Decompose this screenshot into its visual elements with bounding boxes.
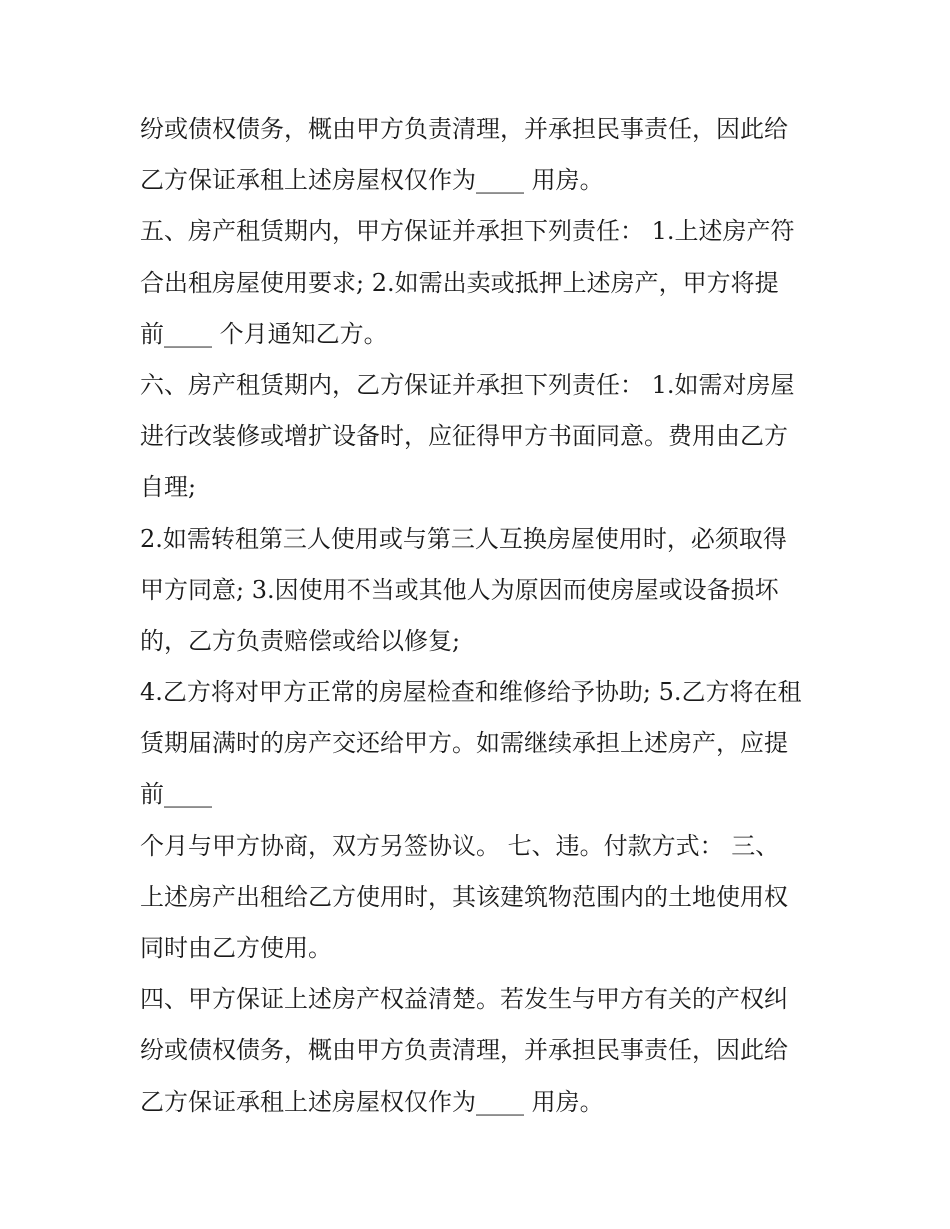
text-line: 上述房产出租给乙方使用时，其该建筑物范围内的土地使用权 xyxy=(140,882,788,911)
text-line: 四、甲方保证上述房产权益清楚。若发生与甲方有关的产权纠 xyxy=(140,985,788,1014)
text-line: 赁期届满时的房产交还给甲方。如需继续承担上述房产，应提 xyxy=(140,729,788,758)
text-line: 进行改装修或增扩设备时，应征得甲方书面同意。费用由乙方 xyxy=(140,422,788,451)
text-line: 合出租房屋使用要求; 2.如需出卖或抵押上述房产，甲方将提 xyxy=(140,268,779,297)
text-line: 前____ xyxy=(140,780,212,809)
text-line: 甲方同意; 3.因使用不当或其他人为原因而使房屋或设备损坏 xyxy=(140,575,779,604)
text-line: 前____ 个月通知乙方。 xyxy=(140,319,388,348)
text-line: 五、房产租赁期内，甲方保证并承担下列责任： 1.上述房产符 xyxy=(140,217,795,246)
text-line: 乙方保证承租上述房屋权仅作为____ 用房。 xyxy=(140,1087,604,1116)
contract-text-body xyxy=(140,104,820,1128)
text-line: 2.如需转租第三人使用或与第三人互换房屋使用时，必须取得 xyxy=(140,524,787,553)
text-line: 乙方保证承租上述房屋权仅作为____ 用房。 xyxy=(140,166,604,195)
text-line: 纷或债权债务，概由甲方负责清理，并承担民事责任，因此给 xyxy=(140,115,788,143)
text-line: 纷或债权债务，概由甲方负责清理，并承担民事责任，因此给 xyxy=(140,1036,788,1065)
text-line: 个月与甲方协商，双方另签协议。 七、违。付款方式： 三、 xyxy=(140,831,780,860)
text-line: 同时由乙方使用。 xyxy=(140,934,332,962)
text-line: 六、房产租赁期内，乙方保证并承担下列责任： 1.如需对房屋 xyxy=(140,370,795,399)
text-line: 4.乙方将对甲方正常的房屋检查和维修给予协助; 5.乙方将在租 xyxy=(140,678,802,707)
text-line: 自理; xyxy=(140,473,197,502)
text-line: 的，乙方负责赔偿或给以修复; xyxy=(140,626,461,655)
